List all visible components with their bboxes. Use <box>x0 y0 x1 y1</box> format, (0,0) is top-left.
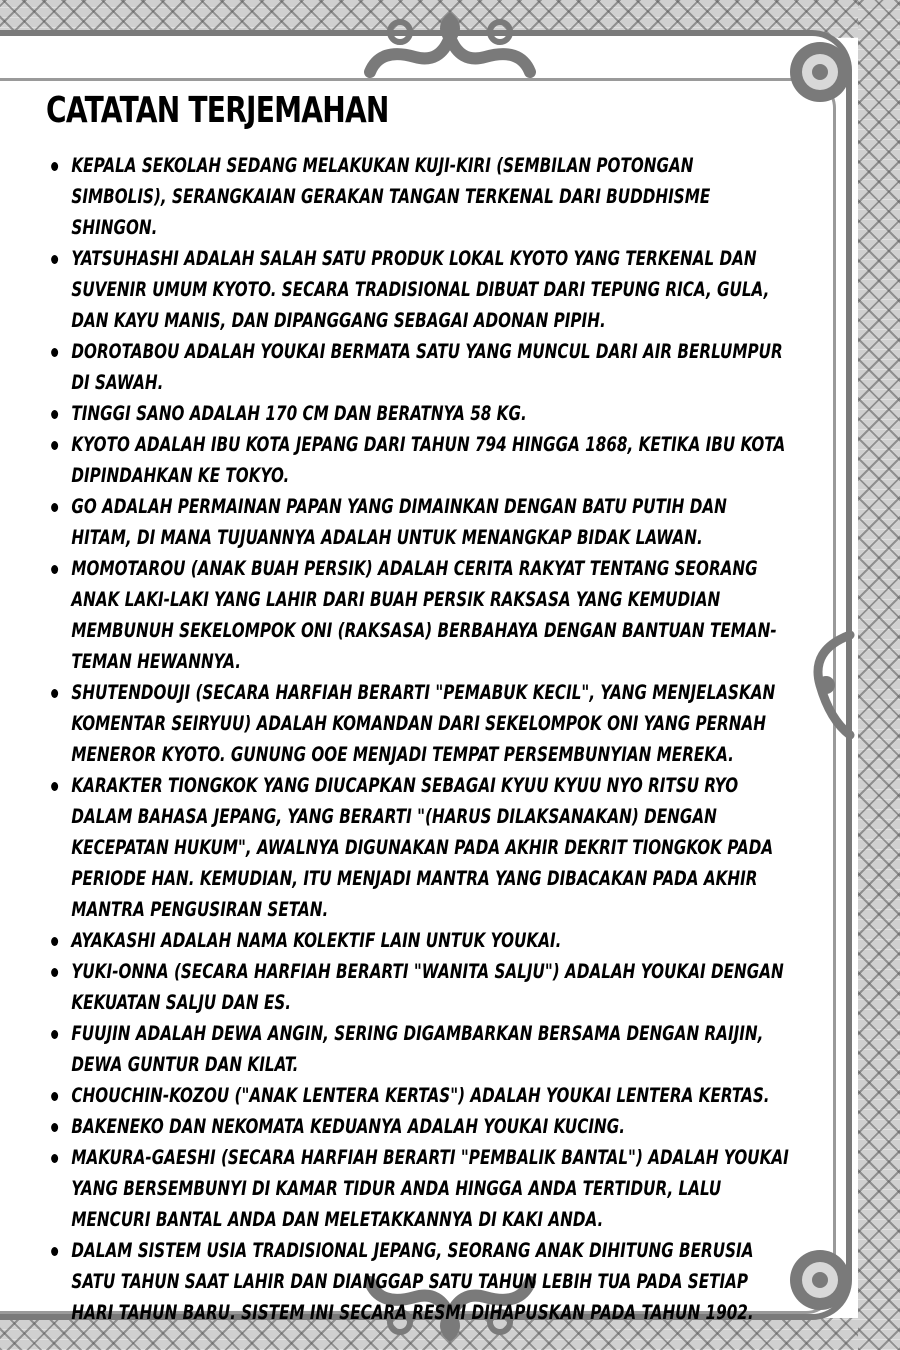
list-item <box>48 398 789 429</box>
list-item <box>48 1111 789 1142</box>
bullet-icon <box>51 255 58 264</box>
page-title: CATATAN TERJEMAHAN <box>46 90 389 131</box>
list-item <box>48 1018 789 1080</box>
note-text: KEPALA SEKOLAH SEDANG MELAKUKAN KUJI-KIRI (SEMBILAN POTONGAN SIMBOLIS), SERANGKAIAN GERAKAN TANGAN TERKENAL DARI BUDDHISME SHINGON. <box>71 154 711 239</box>
note-text: MAKURA-GAESHI (SECARA HARFIAH BERARTI "PEMBALIK BANTAL") ADALAH YOUKAI YANG BERSEMBUNYI DI KAMAR TIDUR ANDA HINGGA ANDA TERTIDUR, LALU MENCURI BANTAL ANDA DAN MELETAKKANNYA DI KAKI ANDA. <box>71 1146 789 1231</box>
bullet-icon <box>51 1247 58 1256</box>
list-item <box>48 677 789 770</box>
bullet-icon <box>51 410 58 419</box>
bullet-icon <box>51 503 58 512</box>
list-item <box>48 770 789 925</box>
list-item <box>48 925 789 956</box>
list-item <box>48 491 789 553</box>
note-text: GO ADALAH PERMAINAN PAPAN YANG DIMAINKAN DENGAN BATU PUTIH DAN HITAM, DI MANA TUJUANNYA ADALAH UNTUK MENANGKAP BIDAK LAWAN. <box>71 495 727 549</box>
note-text: DALAM SISTEM USIA TRADISIONAL JEPANG, SEORANG ANAK DIHITUNG BERUSIA SATU TAHUN SAAT LAHIR DAN DIANGGAP SATU TAHUN LEBIH TUA PADA SETIAP HARI TAHUN BARU. SISTEM INI SECARA RESMI DIHAPUSKAN PADA TAHUN 1902. <box>71 1239 754 1324</box>
note-text: KYOTO ADALAH IBU KOTA JEPANG DARI TAHUN 794 HINGGA 1868, KETIKA IBU KOTA DIPINDAHKAN KE TOKYO. <box>71 433 786 487</box>
bullet-icon <box>51 1154 58 1163</box>
bullet-icon <box>51 348 58 357</box>
list-item <box>48 336 789 398</box>
note-text: DOROTABOU ADALAH YOUKAI BERMATA SATU YANG MUNCUL DARI AIR BERLUMPUR DI SAWAH. <box>71 340 783 394</box>
note-text: CHOUCHIN-KOZOU ("ANAK LENTERA KERTAS") ADALAH YOUKAI LENTERA KERTAS. <box>71 1084 770 1107</box>
bullet-icon <box>51 565 58 574</box>
note-text: YUKI-ONNA (SECARA HARFIAH BERARTI "WANITA SALJU") ADALAH YOUKAI DENGAN KEKUATAN SALJU DAN ES. <box>71 960 784 1014</box>
decorative-border-right <box>858 0 900 1350</box>
flower-ornament-top-right-icon <box>780 30 860 120</box>
note-text: YATSUHASHI ADALAH SALAH SATU PRODUK LOKAL KYOTO YANG TERKENAL DAN SUVENIR UMUM KYOTO. SECARA TRADISIONAL DIBUAT DARI TEPUNG RICA, GULA, DAN KAYU MANIS, DAN DIPANGGANG SEBAGAI ADONAN PIPIH. <box>71 247 770 332</box>
bullet-icon <box>51 937 58 946</box>
note-text: MOMOTAROU (ANAK BUAH PERSIK) ADALAH CERITA RAKYAT TENTANG SEORANG ANAK LAKI-LAKI YANG LAHIR DARI BUAH PERSIK RAKSASA YANG KEMUDIAN MEMBUNUH SEKELOMPOK ONI (RAKSASA) BERBAHAYA DENGAN BANTUAN TEMAN-TEMAN HEWANNYA. <box>71 557 777 673</box>
list-item <box>48 429 789 491</box>
note-text: AYAKASHI ADALAH NAMA KOLEKTIF LAIN UNTUK YOUKAI. <box>71 929 562 952</box>
bullet-icon <box>51 1092 58 1101</box>
note-text: KARAKTER TIONGKOK YANG DIUCAPKAN SEBAGAI KYUU KYUU NYO RITSU RYO DALAM BAHASA JEPANG, YANG BERARTI "(HARUS DILAKSANAKAN) DENGAN KECEPATAN HUKUM", AWALNYA DIGUNAKAN PADA AKHIR DEKRIT TIONGKOK PADA PERIODE HAN. KEMUDIAN, ITU MENJADI MANTRA YANG DIBACAKAN PADA AKHIR MANTRA PENGUSIRAN SETAN. <box>71 774 774 921</box>
list-item <box>48 1080 789 1111</box>
flower-ornament-bottom-right-icon <box>780 1232 860 1322</box>
list-item <box>48 150 789 243</box>
note-text: FUUJIN ADALAH DEWA ANGIN, SERING DIGAMBARKAN BERSAMA DENGAN RAIJIN, DEWA GUNTUR DAN KILAT. <box>71 1022 764 1076</box>
bullet-icon <box>51 1123 58 1132</box>
ornament-top-icon <box>360 2 540 92</box>
list-item <box>48 956 789 1018</box>
bullet-icon <box>51 441 58 450</box>
list-item <box>48 243 789 336</box>
bullet-icon <box>51 782 58 791</box>
note-text: BAKENEKO DAN NEKOMATA KEDUANYA ADALAH YOUKAI KUCING. <box>71 1115 626 1138</box>
list-item <box>48 1235 789 1328</box>
note-text: SHUTENDOUJI (SECARA HARFIAH BERARTI "PEMABUK KECIL", YANG MENJELASKAN KOMENTAR SEIRYUU) ADALAH KOMANDAN DARI SEKELOMPOK ONI YANG PERNAH MENEROR KYOTO. GUNUNG OOE MENJADI TEMPAT PERSEMBUNYIAN MEREKA. <box>71 681 776 766</box>
bullet-icon <box>51 162 58 171</box>
bullet-icon <box>51 968 58 977</box>
bullet-icon <box>51 1030 58 1039</box>
list-item <box>48 1142 789 1235</box>
bullet-icon <box>51 689 58 698</box>
note-text: TINGGI SANO ADALAH 170 CM DAN BERATNYA 58 KG. <box>71 402 527 425</box>
scroll-ornament-right-icon <box>800 630 860 740</box>
list-item <box>48 553 789 677</box>
translation-notes-list <box>48 150 789 1328</box>
